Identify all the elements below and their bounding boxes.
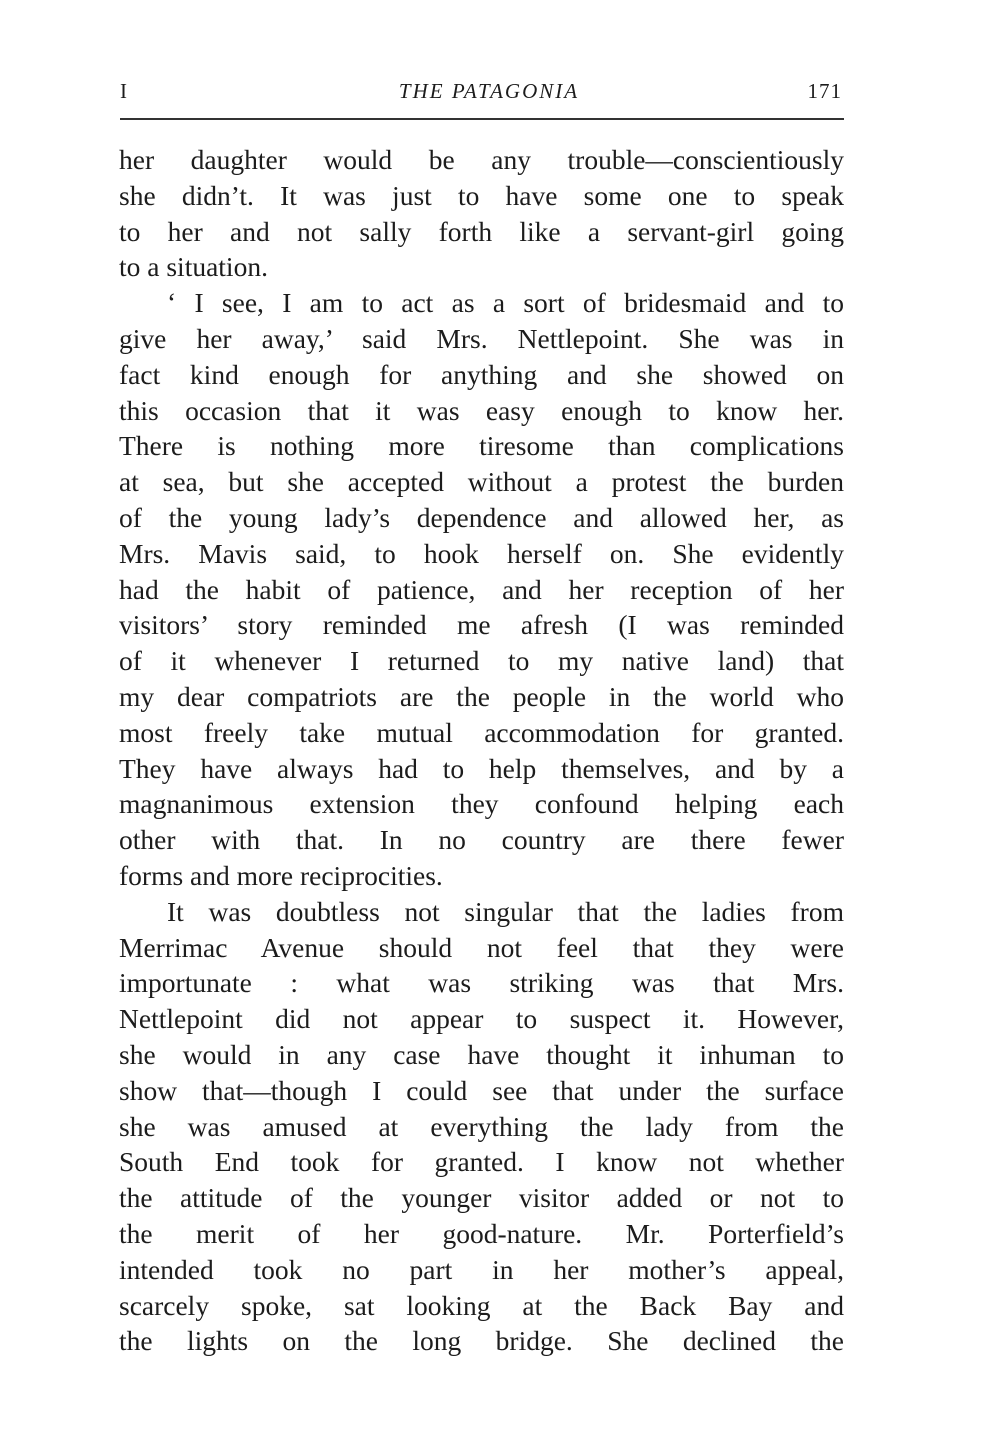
text-line: most freely take mutual accommodation for granted. (119, 716, 844, 748)
text-line: other with that. In no country are there fewer (119, 824, 844, 856)
text-line: intended took no part in her mother’s appeal, (119, 1253, 844, 1285)
text-line: the merit of her good-nature. Mr. Porterfield’s (119, 1217, 844, 1249)
text-line: ‘ I see, I am to act as a sort of bridesmaid and to (167, 287, 844, 319)
text-line: had the habit of patience, and her reception of her (119, 573, 844, 605)
text-line: importunate : what was striking was that Mrs. (119, 967, 844, 999)
header-rule (120, 118, 844, 120)
text-line: give her away,’ said Mrs. Nettlepoint. She was in (119, 322, 844, 354)
signature-mark: I (120, 79, 127, 103)
text-line: her daughter would be any trouble—conscientiously (119, 144, 844, 175)
text-line: she would in any case have thought it inhuman to (119, 1038, 844, 1070)
text-line: of the young lady’s dependence and allowed her, as (119, 501, 844, 533)
text-line: visitors’ story reminded me afresh (I was reminded (119, 609, 844, 641)
running-title: THE PATAGONIA (398, 79, 580, 103)
text-line: scarcely spoke, sat looking at the Back Bay and (119, 1289, 844, 1321)
text-line: to her and not sally forth like a servant-girl going (119, 215, 844, 247)
text-line: It was doubtless not singular that the ladies from (167, 895, 844, 927)
text-line: to a situation. (119, 251, 268, 283)
text-line: There is nothing more tiresome than complications (119, 430, 844, 462)
text-line: the lights on the long bridge. She declined the (119, 1325, 844, 1357)
text-line: she was amused at everything the lady from the (119, 1110, 844, 1142)
text-line: of it whenever I returned to my native land) that (119, 645, 844, 677)
text-line: at sea, but she accepted without a protest the burden (119, 466, 844, 498)
text-line: South End took for granted. I know not whether (119, 1146, 844, 1178)
text-line: my dear compatriots are the people in the world who (119, 680, 844, 712)
text-line: the attitude of the younger visitor added or not to (119, 1182, 844, 1214)
text-line: she didn’t. It was just to have some one to speak (119, 179, 844, 211)
text-line: fact kind enough for anything and she showed on (119, 358, 844, 390)
text-line: Merrimac Avenue should not feel that they were (119, 931, 844, 963)
running-head (118, 76, 844, 106)
text-line: this occasion that it was easy enough to know her. (119, 394, 844, 426)
text-line: show that—though I could see that under the surface (119, 1074, 844, 1106)
text-line: Nettlepoint did not appear to suspect it. However, (119, 1003, 844, 1035)
text-line: magnanimous extension they confound helping each (119, 788, 844, 820)
page-number: 171 (807, 79, 842, 103)
text-line: Mrs. Mavis said, to hook herself on. She evidently (119, 537, 844, 569)
text-line: forms and more reciprocities. (119, 859, 443, 891)
body-text (119, 142, 844, 1359)
text-line: They have always had to help themselves, and by a (119, 752, 844, 784)
